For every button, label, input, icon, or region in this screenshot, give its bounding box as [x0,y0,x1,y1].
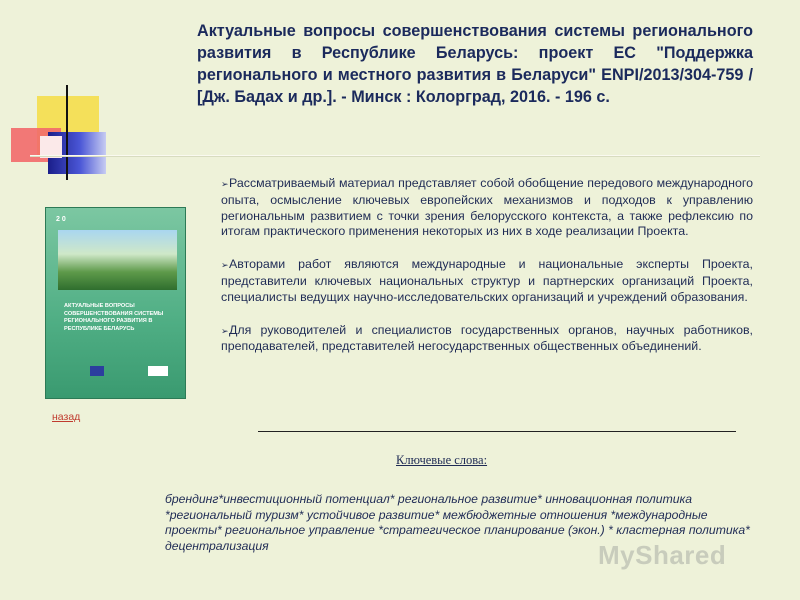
book-cover-image [45,207,186,399]
list-item: ➢Рассматриваемый материал представляет собой обобщение передового международного опыта, осмысление ключевых европейских механизмов и подходов к управлению региональным развитием с точки зрения белорусского контекста, а также рефлексию по итогам практического применения некоторых из них в ходе реализации Проекта. [221,176,753,239]
arrow-bullet-icon: ➢ [221,179,229,189]
watermark-logo: MyShared [598,540,727,570]
eu-flag-icon [90,366,104,376]
list-item: ➢Авторами работ являются международные и национальные эксперты Проекта, представители ключевых национальных структур и партнерских организаций Проекта, специалисты ведущих научно-исследовательских организаций и учреждений образования. [221,257,753,304]
cover-photo [58,230,177,290]
decor-vertical-line [66,85,68,180]
arrow-bullet-icon: ➢ [221,260,229,271]
divider [258,431,736,432]
cover-title: АКТУАЛЬНЫЕ ВОПРОСЫ СОВЕРШЕНСТВОВАНИЯ СИСТЕМЫ РЕГИОНАЛЬНОГО РАЗВИТИЯ В РЕСПУБЛИКЕ БЕЛАРУСЬ [64,303,164,332]
arrow-bullet-icon: ➢ [221,325,229,336]
decor-horizontal-line-shadow [30,156,760,157]
partner-logo-icon [148,366,168,376]
list-item: ➢Для руководителей и специалистов государственных органов, научных работников, преподавателей, представителей негосударственных общественных объединений. [221,322,753,354]
page-title: Актуальные вопросы совершенствования системы регионального развития в Республике Беларусь: проект ЕС "Поддержка регионального и местного развития в Беларуси" ENPI/2013/304-759 / [Дж. Бадах и др.]. - Минск : Колорград, 2016. - 196 с. [197,22,753,106]
keywords-heading: Ключевые слова: [396,453,488,467]
back-link[interactable]: назад [52,411,81,423]
description-list [221,176,753,372]
cover-top-label: 2 0 [56,216,66,223]
keywords-text: брендинг*инвестиционный потенциал* региональное развитие* инновационная политика *региональный туризм* устойчивое развитие* межбюджетные отношения *международные проекты* региональное управление *стратегическое планирование (экон.) * кластерная политика* децентрализация [165,492,750,553]
